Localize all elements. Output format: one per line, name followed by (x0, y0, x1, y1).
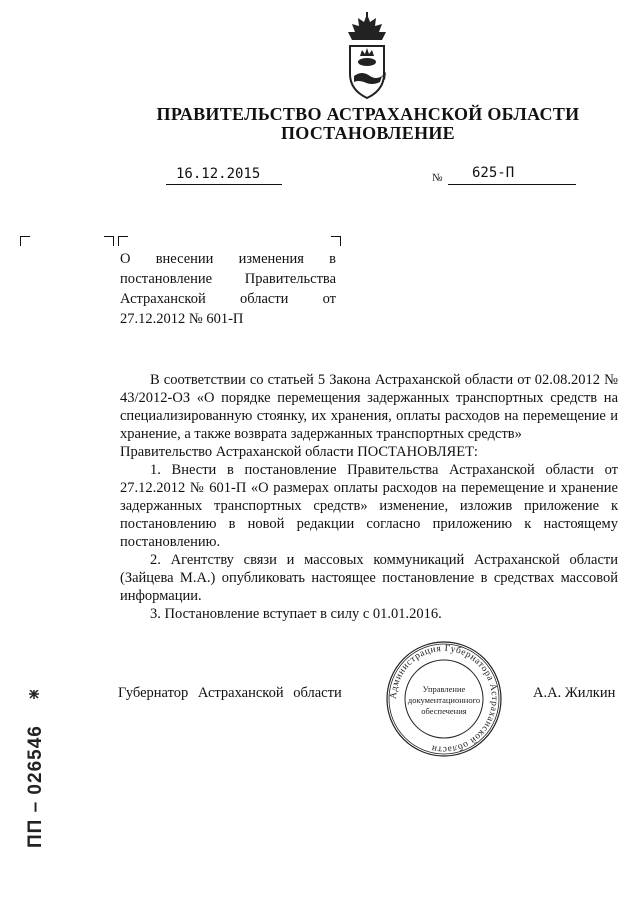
resolution-line: Правительство Астраханской области ПОСТАНОВЛЯЕТ: (120, 444, 478, 460)
item-2: 2. Агентству связи и массовых коммуникаций Астраханской области (Зайцева М.А.) опубликовать настоящее постановление в средствах массовой информации. (120, 552, 618, 604)
corner-mark (118, 236, 128, 246)
date-underline (166, 184, 282, 185)
document-date: 16.12.2015 (176, 166, 261, 182)
ornament-icon (29, 690, 39, 699)
item-1: 1. Внести в постановление Правительства Астраханской области от 27.12.2012 № 601-П «О размерах оплаты расходов на перемещение и хранение задержанных транспортных средств» изменение, изложив приложение к постановлению в новой редакции согласно приложению к настоящему постановлению. (120, 462, 618, 550)
official-stamp (385, 640, 503, 758)
signatory-name: А.А. Жилкин (533, 685, 616, 701)
stamp-line: документационного (407, 695, 481, 705)
signatory-title: Губернатор Астраханской области (118, 685, 342, 701)
registration-code: ПП – 026546 (25, 725, 46, 848)
document-subject: О внесении изменения в постановление Правительства Астраханской области от 27.12.2012 № 601-П (120, 251, 336, 327)
stamp-ring-text: Администрация Губернатора Астраханской области (388, 643, 500, 755)
intro-paragraph: В соответствии со статьей 5 Закона Астраханской области от 02.08.2012 № 43/2012-ОЗ «О порядке перемещения задержанных транспортных средств на специализированную стоянку, их хранения, оплаты расходов на перемещение и хранение, а также возврата задержанных транспортных средств» (120, 372, 618, 442)
corner-mark (20, 236, 30, 246)
number-sign: № (432, 172, 443, 184)
number-underline (448, 184, 576, 185)
stamp-line: обеспечения (421, 706, 467, 716)
item-3: 3. Постановление вступает в силу с 01.01.2016. (150, 606, 442, 622)
side-registration-code (20, 690, 50, 850)
organization-title: ПРАВИТЕЛЬСТВО АСТРАХАНСКОЙ ОБЛАСТИ (156, 104, 580, 124)
stamp-line: Управление (422, 684, 466, 694)
document-type: ПОСТАНОВЛЕНИЕ (281, 123, 455, 143)
corner-mark (331, 236, 341, 246)
document-body (120, 371, 618, 623)
corner-mark (104, 236, 114, 246)
coat-of-arms-emblem (342, 12, 392, 100)
document-number: 625-П (472, 165, 515, 181)
